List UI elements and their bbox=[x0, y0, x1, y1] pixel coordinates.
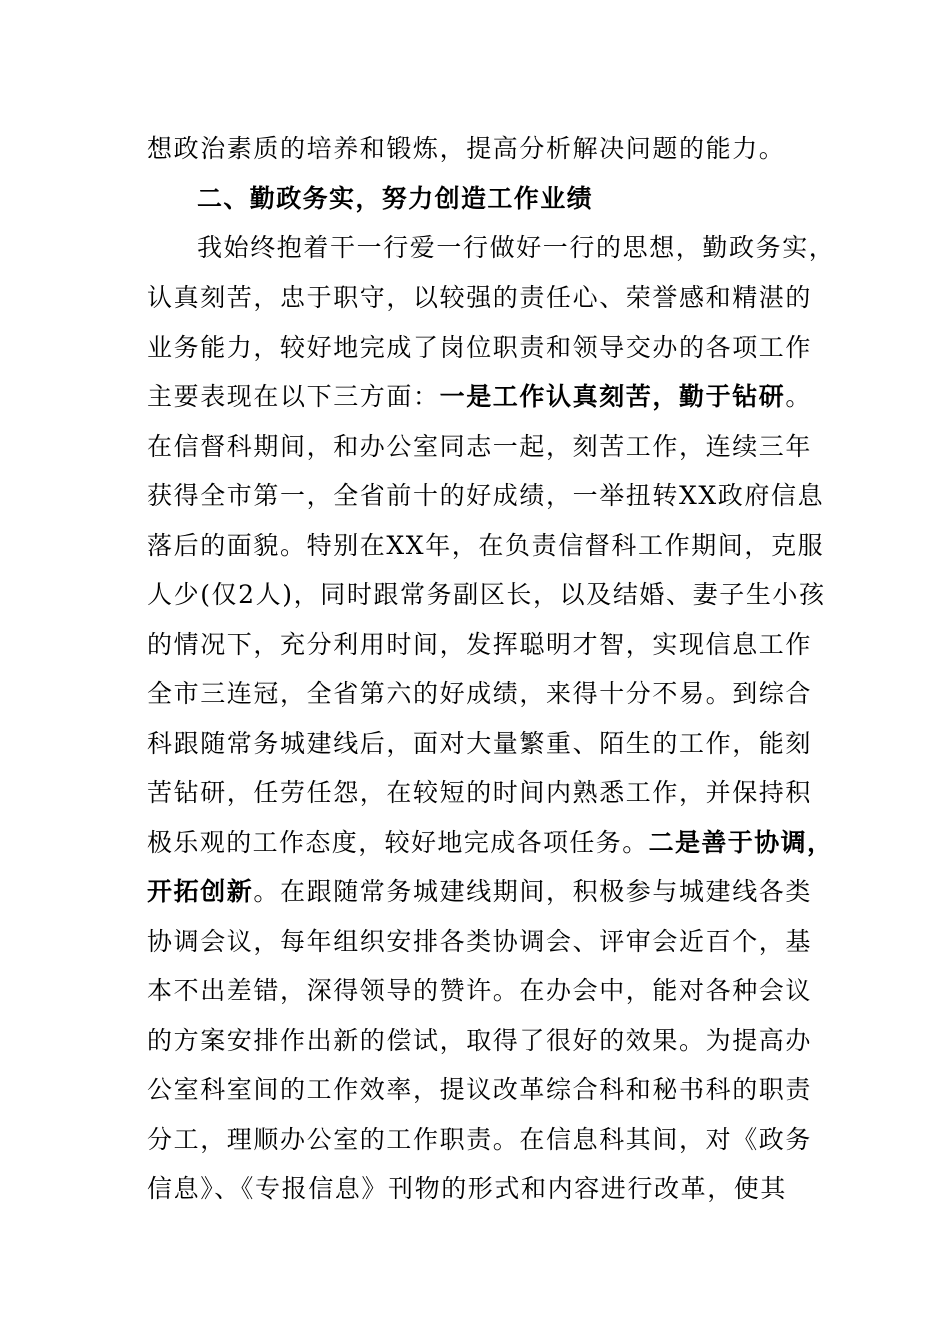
bold-text-run: 二是善于协调， bbox=[648, 828, 834, 857]
text-line: 全市三连冠，全省第六的好成绩，来得十分不易。到综合 bbox=[147, 679, 813, 708]
text-line bbox=[147, 827, 837, 859]
text-line: 业务能力，较好地完成了岗位职责和领导交办的各项工作 bbox=[147, 333, 813, 362]
text-line: 想政治素质的培养和锻炼，提高分析解决问题的能力。 bbox=[147, 134, 786, 163]
text-line bbox=[147, 381, 837, 413]
text-line: 获得全市第一，全省前十的好成绩，一举扭转XX政府信息 bbox=[147, 481, 825, 510]
text-line: 人少(仅2人)，同时跟常务副区长，以及结婚、妻子生小孩 bbox=[147, 580, 826, 609]
text-line: 协调会议，每年组织安排各类协调会、评审会近百个，基 bbox=[147, 927, 813, 956]
text-line bbox=[147, 876, 837, 908]
text-line: 的方案安排作出新的偿试，取得了很好的效果。为提高办 bbox=[147, 1026, 813, 1055]
section-heading: 二、勤政务实，努力创造工作业绩 bbox=[197, 184, 594, 213]
bold-text-run: 开拓创新 bbox=[147, 877, 254, 906]
text-line: 公室科室间的工作效率，提议改革综合科和秘书科的职责 bbox=[147, 1075, 813, 1104]
text-run: 。 bbox=[785, 382, 813, 411]
text-run: 主要表现在以下三方面： bbox=[147, 382, 440, 411]
text-line: 落后的面貌。特别在XX年，在负责信督科工作期间，克服 bbox=[147, 531, 825, 560]
text-line: 的情况下，充分利用时间，发挥聪明才智，实现信息工作 bbox=[147, 630, 813, 659]
text-run: 极乐观的工作态度，较好地完成各项任务。 bbox=[147, 828, 649, 857]
text-line: 苦钻研，任劳任怨，在较短的时间内熟悉工作，并保持积 bbox=[147, 778, 813, 807]
text-line: 在信督科期间，和办公室同志一起，刻苦工作，连续三年 bbox=[147, 432, 813, 461]
text-line: 信息》、《专报信息》刊物的形式和内容进行改革，使其 bbox=[147, 1174, 788, 1203]
text-line: 分工，理顺办公室的工作职责。在信息科其间，对《政务 bbox=[147, 1125, 813, 1154]
text-line: 本不出差错，深得领导的赞许。在办会中，能对各种会议 bbox=[147, 976, 813, 1005]
text-line: 我始终抱着干一行爱一行做好一行的思想，勤政务实， bbox=[197, 233, 836, 262]
bold-text-run: 一是工作认真刻苦，勤于钻研 bbox=[439, 382, 786, 411]
text-line: 科跟随常务城建线后，面对大量繁重、陌生的工作，能刻 bbox=[147, 729, 813, 758]
text-run: 。在跟随常务城建线期间，积极参与城建线各类 bbox=[253, 877, 813, 906]
text-line: 认真刻苦，忠于职守，以较强的责任心、荣誉感和精湛的 bbox=[147, 283, 813, 312]
